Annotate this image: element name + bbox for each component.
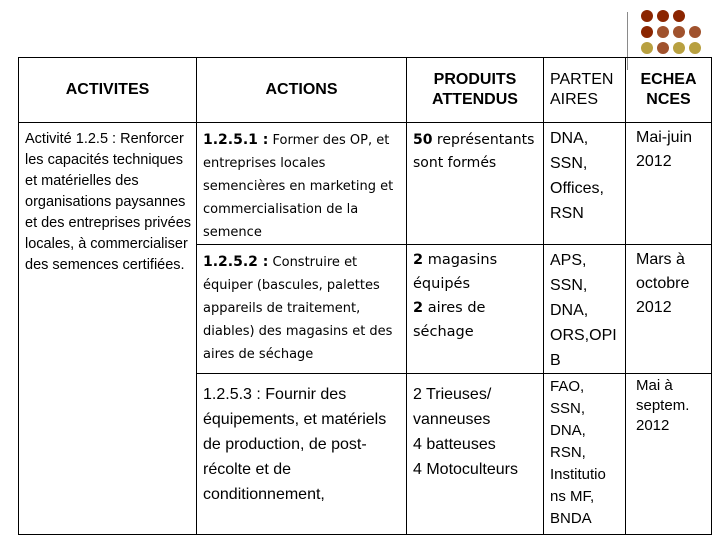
action-text: Construire et équiper (bascules, palettes appareils de traitement, diables) des magasins et des aires de séchage: [203, 255, 393, 362]
product-text: magasins équipés: [413, 252, 498, 292]
activity-cell: [19, 123, 197, 535]
dot-icon: [657, 42, 669, 54]
partners-cell: DNA, SSN, Offices, RSN: [544, 123, 626, 245]
dot-icon: [657, 10, 669, 22]
activity-label: Activité 1.2.5 :: [25, 131, 117, 147]
action-text: Former des OP, et entreprises locales semencières en marketing et commercialisation de la semence: [203, 133, 394, 240]
partners-cell: APS, SSN, DNA, ORS,OPI B: [544, 245, 626, 374]
action-cell: [197, 123, 407, 245]
action-cell: 1.2.5.3 : Fournir des équipements, et matériels de production, de post-récolte et de conditionnement,: [197, 374, 407, 535]
header-actions: ACTIONS: [197, 58, 407, 123]
action-code: 1.2.5.1 :: [203, 132, 269, 148]
dot-icon: [673, 26, 685, 38]
product-number: 2: [413, 252, 424, 268]
action-code: 1.2.5.2 :: [203, 254, 269, 270]
decorative-dots: [639, 8, 715, 58]
product-number: 50: [413, 132, 433, 148]
product-text: représentants sont formés: [413, 132, 535, 171]
dot-icon: [689, 42, 701, 54]
partners-cell: FAO, SSN, DNA, RSN, Institutio ns MF, BNDA: [544, 374, 626, 535]
product-number: 2: [413, 300, 424, 316]
dot-icon: [641, 42, 653, 54]
dot-icon: [673, 42, 685, 54]
dates-cell: Mars à octobre 2012: [626, 245, 712, 374]
dates-cell: Mai-juin 2012: [626, 123, 712, 245]
dot-icon: [689, 26, 701, 38]
dot-icon: [657, 26, 669, 38]
header-activites: ACTIVITES: [19, 58, 197, 123]
action-cell: [197, 245, 407, 374]
product-cell: [407, 123, 544, 245]
product-cell: 2 Trieuses/ vanneuses 4 batteuses 4 Motoculteurs: [407, 374, 544, 535]
header-produits: PRODUITS ATTENDUS: [407, 58, 544, 123]
dot-icon: [641, 26, 653, 38]
product-cell: [407, 245, 544, 374]
header-partenaires: PARTEN AIRES: [544, 58, 626, 123]
product-text: aires de séchage: [413, 300, 486, 340]
planning-table: [18, 57, 712, 535]
header-echeances: ECHEA NCES: [626, 58, 712, 123]
header-row: [19, 58, 712, 123]
dates-cell: Mai à septem. 2012: [626, 374, 712, 535]
table-row: [19, 123, 712, 245]
dot-icon: [673, 10, 685, 22]
dot-icon: [641, 10, 653, 22]
activity-text: Renforcer les capacités techniques et matérielles des organisations paysannes et des entreprises privées locales, à commercialiser des semences certifiées.: [25, 131, 192, 273]
